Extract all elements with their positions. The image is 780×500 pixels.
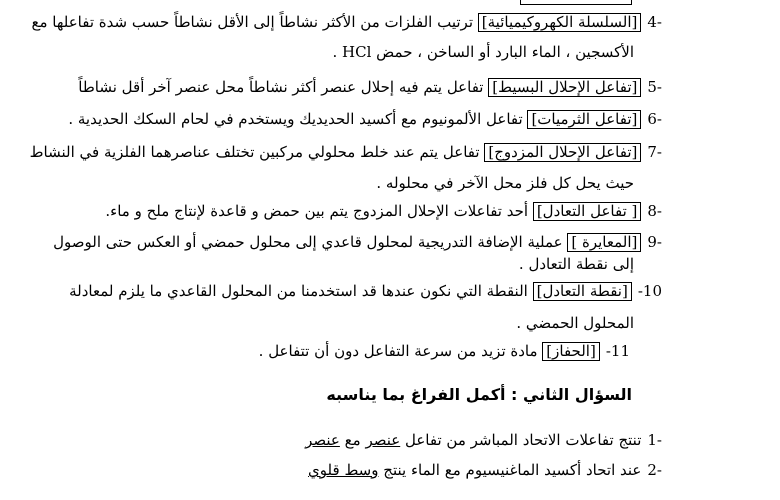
item-number: -8 bbox=[647, 202, 662, 220]
term-box: [تفاعل الإحلال البسيط] bbox=[488, 78, 641, 97]
item-number: -9 bbox=[647, 233, 662, 251]
term-box: [الحفاز] bbox=[542, 342, 600, 361]
item-7 bbox=[29, 142, 662, 162]
term-box: [تفاعل الإحلال المزدوج] bbox=[484, 143, 641, 162]
definition-continuation: حيث يحل كل فلز محل الآخر في محلوله . bbox=[376, 174, 634, 192]
item-4 bbox=[31, 12, 662, 32]
question-text: عند اتحاد أكسيد الماغنيسيوم مع الماء ينتج bbox=[378, 461, 642, 479]
item-4-cont bbox=[110, 42, 634, 62]
item-number: -6 bbox=[647, 110, 662, 128]
item-number: -7 bbox=[647, 143, 662, 161]
fill-blank-1 bbox=[110, 430, 662, 450]
answer-text: وسط قلوي bbox=[308, 461, 379, 479]
term-box: [نقطة التعادل] bbox=[533, 282, 632, 301]
item-number: 10- bbox=[637, 282, 662, 300]
item-number: -2 bbox=[647, 461, 662, 479]
term-box: [ تفاعل التعادل] bbox=[533, 202, 642, 221]
answer-text: عنصر bbox=[305, 431, 340, 449]
cropped-term-box bbox=[520, 0, 632, 5]
definition-text: تفاعل يتم فيه إحلال عنصر أكثر نشاطاً محل عنصر آخر أقل نشاطاً bbox=[78, 78, 489, 96]
term-box: [تفاعل الثرميات] bbox=[527, 110, 641, 129]
item-number: -1 bbox=[647, 431, 662, 449]
item-11 bbox=[110, 341, 630, 361]
item-10 bbox=[69, 281, 662, 301]
definition-text: تفاعل الألمونيوم مع أكسيد الحديديك ويستخدم في لحام السكك الحديدية . bbox=[68, 110, 528, 128]
section-heading: السؤال الثاني : أكمل الفراغ بما يناسبه bbox=[326, 385, 632, 404]
definition-text: مادة تزيد من سرعة التفاعل دون أن تتفاعل . bbox=[258, 342, 543, 360]
definition-continuation: المحلول الحمضي . bbox=[516, 314, 634, 332]
term-box: [السلسلة الكهروكيميائية] bbox=[478, 13, 642, 32]
item-number: -5 bbox=[647, 78, 662, 96]
definition-continuation: الأكسجين ، الماء البارد أو الساخن ، حمض HCl . bbox=[332, 43, 634, 61]
item-9-cont bbox=[110, 254, 634, 274]
definition-continuation: إلى نقطة التعادل . bbox=[518, 255, 634, 273]
item-number: 11- bbox=[605, 342, 630, 360]
definition-text: عملية الإضافة التدريجية لمحلول قاعدي إلى محلول حمضي أو العكس حتى الوصول bbox=[53, 233, 568, 251]
item-9 bbox=[53, 232, 662, 252]
fill-blank-2 bbox=[110, 460, 662, 480]
definition-text: النقطة التي نكون عندها قد استخدمنا من المحلول القاعدي ما يلزم لمعادلة bbox=[69, 282, 533, 300]
item-10-cont bbox=[110, 313, 634, 333]
item-8 bbox=[105, 201, 662, 221]
question-text: تنتج تفاعلات الاتحاد المباشر من تفاعل bbox=[400, 431, 642, 449]
definition-text: ترتيب الفلزات من الأكثر نشاطاً إلى الأقل نشاطاً حسب شدة تفاعلها مع bbox=[31, 13, 478, 31]
definition-text: أحد تفاعلات الإحلال المزدوج يتم بين حمض و قاعدة لإنتاج ملح و ماء. bbox=[105, 202, 533, 220]
item-5 bbox=[78, 77, 662, 97]
item-7-cont bbox=[110, 173, 634, 193]
item-6 bbox=[68, 109, 662, 129]
item-number: -4 bbox=[647, 13, 662, 31]
answer-text: عنصر bbox=[365, 431, 401, 449]
term-box: [المعايرة ] bbox=[567, 233, 641, 252]
question-text: مع bbox=[339, 431, 366, 449]
definition-text: تفاعل يتم عند خلط محلولي مركبين تختلف عناصرهما الفلزية في النشاط bbox=[29, 143, 485, 161]
